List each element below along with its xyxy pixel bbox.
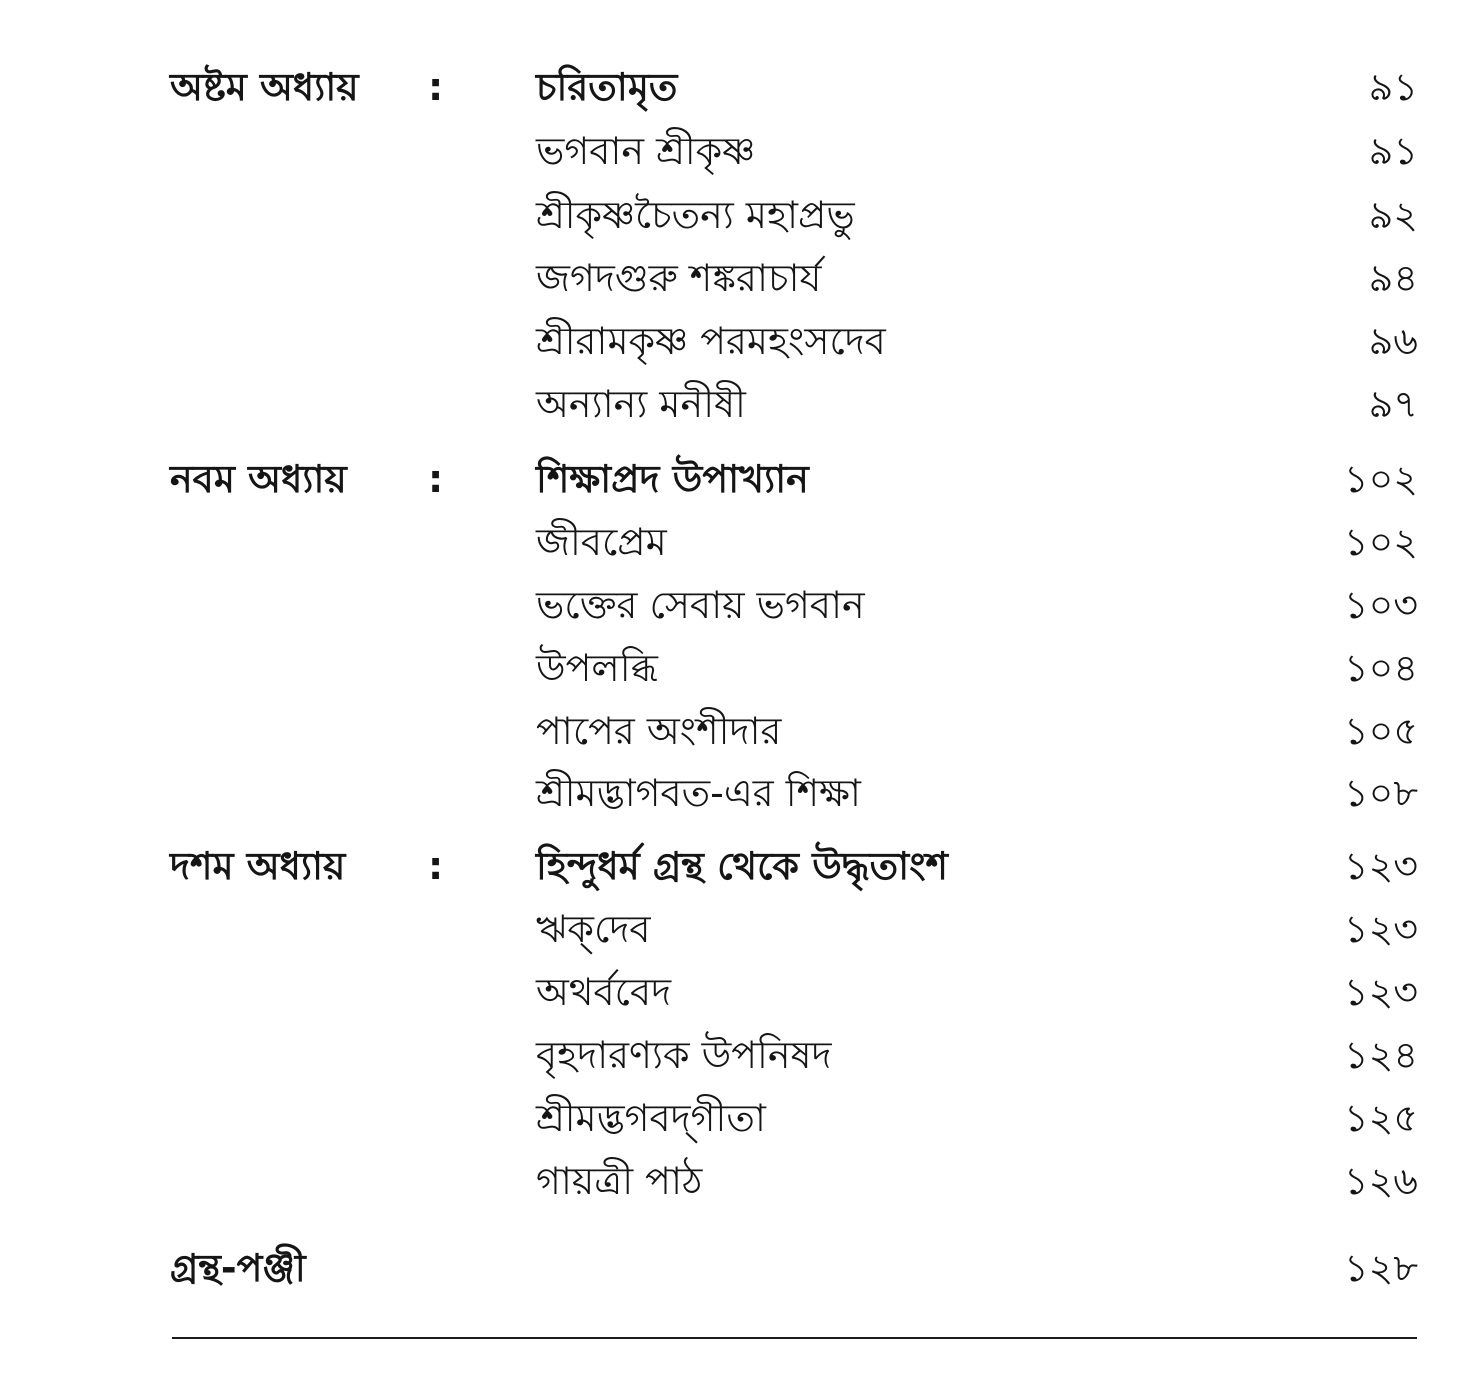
bibliography-page: ১২৮	[1343, 1246, 1418, 1290]
bibliography-label: গ্রন্থ-পঞ্জী	[170, 1246, 306, 1290]
entry-page: ৯৬	[1368, 319, 1418, 363]
chapter-label: দশম অধ্যায়	[170, 844, 346, 888]
entry-title: ভগবান শ্রীকৃষ্ণ	[536, 129, 756, 173]
toc-entry	[0, 762, 1474, 824]
toc-entry	[0, 1150, 1474, 1212]
entry-title: শ্রীমদ্ভগবদ্‌গীতা	[536, 1096, 766, 1140]
toc-entry	[0, 247, 1474, 309]
entry-title: ঋক্‌দেব	[536, 907, 651, 951]
entry-title: জগদগুরু শঙ্করাচার্য	[536, 256, 822, 300]
chapter-heading-page: ১০২	[1343, 457, 1418, 501]
entry-title: অন্যান্য মনীষী	[536, 382, 746, 426]
toc-entry	[0, 310, 1474, 372]
entry-page: ১২৪	[1343, 1033, 1418, 1077]
toc-entry	[0, 511, 1474, 573]
chapter-heading-page: ৯১	[1368, 65, 1418, 109]
toc-entry	[0, 120, 1474, 182]
chapter-colon: :	[428, 65, 444, 109]
chapter-row	[0, 56, 1474, 118]
entry-page: ১২৩	[1343, 970, 1418, 1014]
entry-page: ৯২	[1368, 193, 1418, 237]
entry-page: ১২৫	[1343, 1096, 1418, 1140]
entry-title: উপলব্ধি	[536, 646, 658, 690]
toc-entry	[0, 574, 1474, 636]
chapter-label: নবম অধ্যায়	[170, 457, 347, 501]
chapter-colon: :	[428, 844, 444, 888]
entry-title: জীবপ্রেম	[536, 520, 667, 564]
chapter-heading-title: শিক্ষাপ্রদ উপাখ্যান	[536, 457, 809, 501]
entry-title: পাপের অংশীদার	[536, 709, 782, 753]
entry-page: ১০৩	[1343, 583, 1418, 627]
toc-entry	[0, 184, 1474, 246]
entry-page: ৯১	[1368, 129, 1418, 173]
entry-page: ১২৩	[1343, 907, 1418, 951]
toc-entry	[0, 373, 1474, 435]
entry-title: বৃহদারণ্যক উপনিষদ	[536, 1033, 832, 1077]
chapter-heading-page: ১২৩	[1343, 844, 1418, 888]
entry-page: ৯৭	[1368, 382, 1418, 426]
toc-entry	[0, 637, 1474, 699]
chapter-row	[0, 448, 1474, 510]
entry-title: গায়ত্রী পাঠ	[536, 1159, 703, 1203]
entry-page: ১০৫	[1343, 709, 1418, 753]
entry-title: অথর্ববেদ	[536, 970, 672, 1014]
entry-page: ১০৮	[1343, 771, 1418, 815]
toc-entry	[0, 1024, 1474, 1086]
chapter-label: অষ্টম অধ্যায়	[170, 65, 359, 109]
entry-page: ১২৬	[1343, 1159, 1418, 1203]
entry-page: ৯৪	[1368, 256, 1418, 300]
bibliography-row	[0, 1237, 1474, 1299]
chapter-heading-title: হিন্দুধর্ম গ্রন্থ থেকে উদ্ধৃতাংশ	[536, 844, 949, 888]
bottom-rule	[172, 1337, 1417, 1339]
entry-page: ১০৪	[1343, 646, 1418, 690]
chapter-row	[0, 835, 1474, 897]
toc-entry	[0, 961, 1474, 1023]
entry-title: শ্রীরামকৃষ্ণ পরমহংসদেব	[536, 319, 886, 363]
toc-entry	[0, 898, 1474, 960]
entry-title: শ্রীকৃষ্ণচৈতন্য মহাপ্রভু	[536, 193, 855, 237]
toc-entry	[0, 700, 1474, 762]
entry-title: ভক্তের সেবায় ভগবান	[536, 583, 865, 627]
chapter-colon: :	[428, 457, 444, 501]
entry-page: ১০২	[1343, 520, 1418, 564]
toc-entry	[0, 1087, 1474, 1149]
chapter-heading-title: চরিতামৃত	[536, 65, 678, 109]
entry-title: শ্রীমদ্ভাগবত-এর শিক্ষা	[536, 771, 861, 815]
